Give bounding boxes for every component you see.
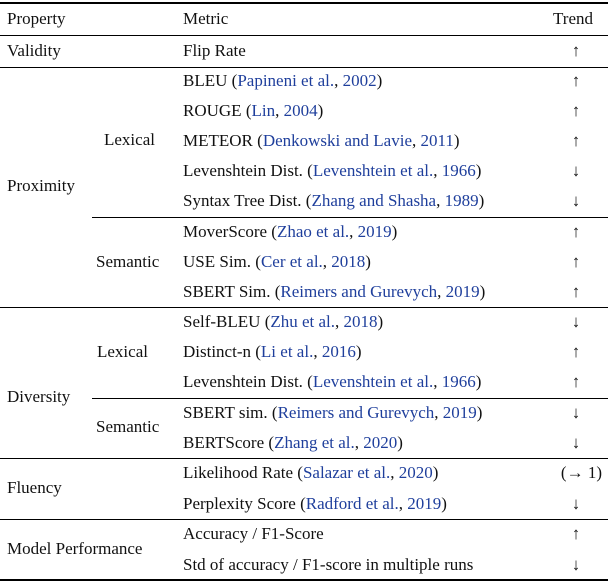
group-proximity-semantic: Semantic [96, 252, 160, 271]
metric-cell: Self-BLEU (Zhu et al., 2018) [183, 312, 384, 331]
metric-cell: METEOR (Denkowski and Lavie, 2011) [183, 131, 460, 150]
citation-link[interactable]: Li et al. [260, 342, 314, 361]
metric-cell: BLEU (Papineni et al., 2002) [183, 71, 383, 90]
group-fluency: Fluency [7, 478, 62, 497]
citation-year-link[interactable]: 2004 [283, 101, 318, 120]
citation-year-link[interactable]: 1989 [444, 191, 479, 210]
citation-link[interactable]: Zhang and Shasha [311, 191, 437, 210]
trend-arrow: ↑ [571, 222, 581, 241]
trend-arrow: ↑ [571, 71, 581, 90]
header-metric: Metric [183, 9, 229, 28]
citation-year-link[interactable]: 2019 [442, 403, 477, 422]
metric-cell: Perplexity Score (Radford et al., 2019) [183, 494, 447, 513]
proximity-rule [0, 307, 608, 308]
trend-arrow: ↑ [571, 131, 581, 150]
trend-arrow: ↑ [571, 342, 581, 361]
citation-link[interactable]: Levenshtein et al. [312, 161, 434, 180]
citation-year-link[interactable]: 1966 [441, 161, 476, 180]
trend-arrow: ↓ [571, 161, 581, 180]
validity-rule [0, 67, 608, 68]
trend-arrow: ↑ [571, 41, 581, 60]
group-model-performance: Model Performance [7, 539, 143, 558]
citation-link[interactable]: Cer et al. [260, 252, 323, 271]
bottom-rule [0, 579, 608, 581]
citation-year-link[interactable]: 2011 [420, 131, 454, 150]
group-proximity: Proximity [7, 176, 76, 195]
citation-link[interactable]: Zhu et al. [270, 312, 336, 331]
group-proximity-lexical: Lexical [104, 130, 155, 149]
metric-cell: MoverScore (Zhao et al., 2019) [183, 222, 398, 241]
trend-arrow: ↑ [571, 252, 581, 271]
citation-year-link[interactable]: 2019 [407, 494, 442, 513]
citation-link[interactable]: Reimers and Gurevych [280, 282, 438, 301]
citation-link[interactable]: Levenshtein et al. [312, 372, 434, 391]
trend-arrow: ↓ [571, 312, 581, 331]
citation-link[interactable]: Reimers and Gurevych [277, 403, 435, 422]
citation-link[interactable]: Salazar et al. [302, 463, 391, 482]
top-rule [0, 2, 608, 4]
metric-cell: Flip Rate [183, 41, 246, 60]
trend-target: (→ 1) [560, 463, 602, 482]
metric-cell: SBERT Sim. (Reimers and Gurevych, 2019) [183, 282, 486, 301]
group-diversity: Diversity [7, 387, 71, 406]
metric-cell: Accuracy / F1-Score [183, 524, 324, 543]
citation-year-link[interactable]: 2016 [321, 342, 356, 361]
group-diversity-semantic: Semantic [96, 417, 160, 436]
citation-link[interactable]: Radford et al. [305, 494, 399, 513]
trend-arrow: ↓ [571, 403, 581, 422]
citation-year-link[interactable]: 2020 [398, 463, 433, 482]
citation-year-link[interactable]: 2018 [331, 252, 366, 271]
trend-arrow: ↓ [571, 494, 581, 513]
citation-year-link[interactable]: 2020 [363, 433, 398, 452]
diversity-lexical-rule [92, 398, 608, 399]
trend-arrow: ↑ [571, 372, 581, 391]
trend-arrow: ↑ [571, 282, 581, 301]
citation-link[interactable]: Denkowski and Lavie [262, 131, 412, 150]
diversity-rule [0, 458, 608, 459]
header-property: Property [7, 9, 66, 28]
citation-link[interactable]: Lin [251, 101, 276, 120]
fluency-rule [0, 519, 608, 520]
header-rule [0, 35, 608, 36]
citation-link[interactable]: Papineni et al. [237, 71, 335, 90]
metric-cell: Distinct-n (Li et al., 2016) [183, 342, 362, 361]
metric-cell: Levenshtein Dist. (Levenshtein et al., 1966) [183, 161, 482, 180]
header-trend: Trend [553, 9, 593, 28]
citation-link[interactable]: Zhang et al. [274, 433, 355, 452]
citation-year-link[interactable]: 2019 [357, 222, 392, 241]
citation-year-link[interactable]: 2018 [343, 312, 378, 331]
trend-arrow: ↑ [571, 524, 581, 543]
metric-cell: ROUGE (Lin, 2004) [183, 101, 324, 120]
citation-year-link[interactable]: 2019 [445, 282, 480, 301]
proximity-lexical-rule [92, 217, 608, 218]
metric-cell: USE Sim. (Cer et al., 2018) [183, 252, 371, 271]
metric-cell: Levenshtein Dist. (Levenshtein et al., 1966) [183, 372, 482, 391]
trend-arrow: ↓ [571, 191, 581, 210]
metric-cell: Likelihood Rate (Salazar et al., 2020) [183, 463, 439, 482]
metric-cell: Std of accuracy / F1-score in multiple runs [183, 555, 474, 574]
citation-year-link[interactable]: 1966 [441, 372, 476, 391]
group-validity: Validity [7, 41, 61, 60]
metric-cell: Syntax Tree Dist. (Zhang and Shasha, 1989) [183, 191, 485, 210]
trend-arrow: ↓ [571, 433, 581, 452]
citation-year-link[interactable]: 2002 [342, 71, 377, 90]
trend-arrow: ↓ [571, 555, 581, 574]
citation-link[interactable]: Zhao et al. [276, 222, 350, 241]
group-diversity-lexical: Lexical [97, 342, 148, 361]
metric-cell: SBERT sim. (Reimers and Gurevych, 2019) [183, 403, 483, 422]
trend-arrow: ↑ [571, 101, 581, 120]
metric-cell: BERTScore (Zhang et al., 2020) [183, 433, 403, 452]
